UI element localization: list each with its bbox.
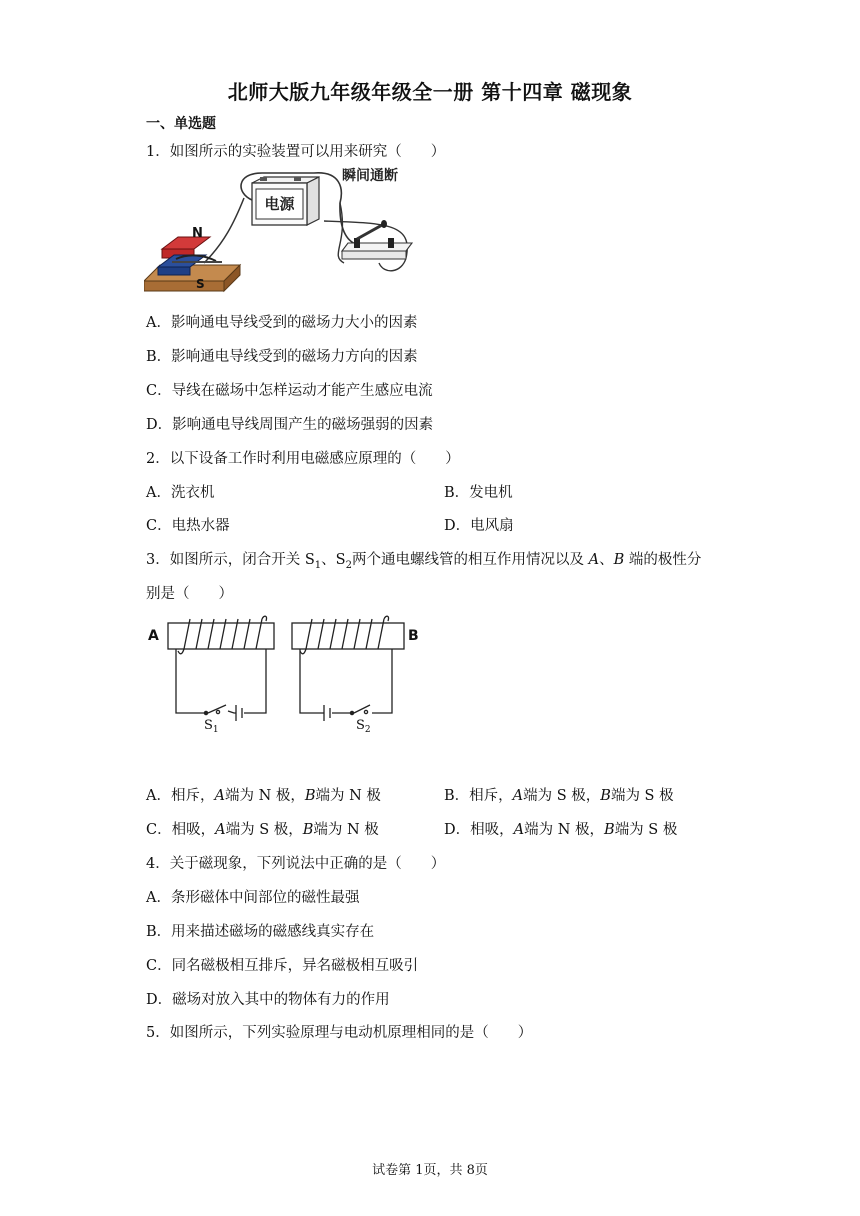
q3-option-a[interactable]: A．相斥，A端为 N 极，B端为 N 极 [146, 788, 381, 804]
question-5-stem: 5．如图所示，下列实验原理与电动机原理相同的是（ ） [146, 1025, 533, 1041]
right-solenoid [292, 616, 404, 654]
left-circuit [176, 649, 266, 721]
switch-s1-label: $S_1$ [204, 718, 219, 735]
q3-option-d[interactable]: D．相吸，A端为 N 极，B端为 S 极 [444, 822, 678, 838]
solenoid-end-a-label: A [148, 628, 159, 644]
page-title: 北师大版九年级年级全一册 第十四章 磁现象 [227, 80, 633, 104]
question-3-stem-line2: 别是（ ） [146, 586, 233, 602]
q3-option-c[interactable]: C．相吸，A端为 S 极，B端为 N 极 [146, 822, 379, 838]
q4-option-a[interactable]: A．条形磁体中间部位的磁性最强 [146, 890, 360, 906]
switch-s2-label: $S_2$ [356, 718, 371, 735]
north-pole-label: N [192, 226, 203, 241]
q1-option-b[interactable]: B．影响通电导线受到的磁场力方向的因素 [146, 349, 418, 365]
left-solenoid [168, 616, 274, 654]
question-3-stem-line1: 3．如图所示，闭合开关 $S_1$、$S_2$两个通电螺线管的相互作用情况以及 A、B 端的极性分 [146, 552, 702, 571]
q1-apparatus-figure [144, 163, 419, 298]
question-2-stem: 2．以下设备工作时利用电磁感应原理的（ ） [146, 451, 460, 467]
power-supply [252, 177, 319, 225]
section-heading: 一、单选题 [146, 116, 216, 132]
switch-note-label: 瞬间通断 [342, 168, 398, 184]
power-label: 电源 [264, 195, 295, 213]
q3-solenoid-figure [146, 615, 426, 735]
q2-option-b[interactable]: B．发电机 [444, 485, 513, 501]
question-4-stem: 4．关于磁现象，下列说法中正确的是（ ） [146, 856, 446, 872]
q4-option-d[interactable]: D．磁场对放入其中的物体有力的作用 [146, 992, 390, 1008]
south-pole-label: S [196, 277, 205, 291]
q4-option-b[interactable]: B．用来描述磁场的磁感线真实存在 [146, 924, 375, 940]
q2-option-d[interactable]: D．电风扇 [444, 518, 514, 534]
q2-option-a[interactable]: A．洗衣机 [146, 485, 215, 501]
right-circuit [300, 649, 392, 721]
q1-option-a[interactable]: A．影响通电导线受到的磁场力大小的因素 [146, 315, 418, 331]
q1-option-d[interactable]: D．影响通电导线周围产生的磁场强弱的因素 [146, 417, 434, 433]
page-footer: 试卷第 1页，共 8页 [372, 1163, 488, 1178]
question-1-stem: 1．如图所示的实验装置可以用来研究（ ） [146, 144, 446, 160]
wire-left [204, 198, 244, 263]
solenoid-end-b-label: B [408, 628, 419, 644]
q3-option-b[interactable]: B．相斥，A端为 S 极，B端为 S 极 [444, 788, 674, 804]
knife-switch [342, 220, 412, 259]
q2-option-c[interactable]: C．电热水器 [146, 518, 230, 534]
q4-option-c[interactable]: C．同名磁极相互排斥，异名磁极相互吸引 [146, 958, 419, 974]
q1-option-c[interactable]: C．导线在磁场中怎样运动才能产生感应电流 [146, 383, 433, 399]
